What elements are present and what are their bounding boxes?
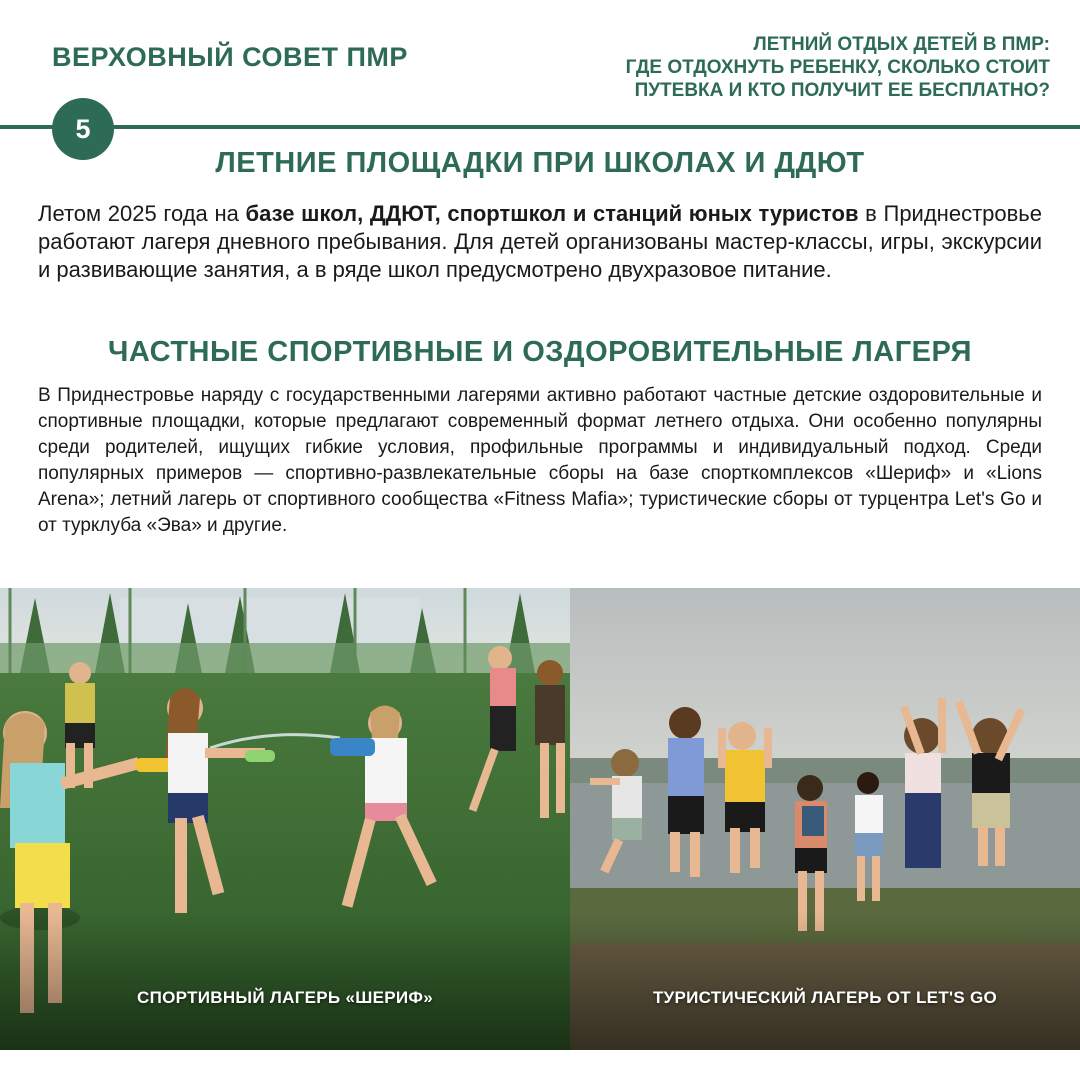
topic-line: ПУТЕВКА И КТО ПОЛУЧИТ ЕЕ БЕСПЛАТНО? [634, 80, 1050, 101]
photo-caption: ТУРИСТИЧЕСКИЙ ЛАГЕРЬ ОТ LET'S GO [652, 988, 998, 1007]
slide-number-badge: 5 [52, 98, 114, 160]
section2-text: В Приднестровье наряду с государственными лагерями активно работают частные детские оздоровительные и спортивные площадки, которые предлагают современный формат летнего отдыха. Они особенно популярны среди родителей, ищущих гибкие условия, профильные программы и индивидуальный подход. Среди популярных примеров — спортивно-развлекательные сборы на базе спорткомплексов «Шериф» и «Lions Arena»; летний лагерь от спортивного сообщества «Fitness Mafia»; туристические сборы от турцентра Let's Go и от турклуба «Эва» и другие. [38, 385, 1042, 536]
brand-title: ВЕРХОВНЫЙ СОВЕТ ПМР [52, 42, 408, 72]
topic-line: ЛЕТНИЙ ОТДЫХ ДЕТЕЙ В ПМР: [753, 34, 1050, 55]
sheriff-camp-photo [0, 588, 570, 1050]
header-divider [0, 125, 1080, 129]
section1-title: ЛЕТНИЕ ПЛОЩАДКИ ПРИ ШКОЛАХ И ДДЮТ [215, 147, 865, 179]
section1-text [38, 200, 1042, 284]
section1-text-bold: базе школ, ДДЮТ, спортшкол и станций юных туристов [245, 201, 859, 226]
topic-line: ГДЕ ОТДОХНУТЬ РЕБЕНКУ, СКОЛЬКО СТОИТ [625, 57, 1050, 78]
photo-caption: СПОРТИВНЫЙ ЛАГЕРЬ «ШЕРИФ» [137, 988, 433, 1007]
letsgo-camp-photo [570, 588, 1080, 1050]
section1-text-start: Летом 2025 года на [38, 201, 246, 226]
topic-title [450, 33, 1050, 102]
section2-title: ЧАСТНЫЕ СПОРТИВНЫЕ И ОЗДОРОВИТЕЛЬНЫЕ ЛАГЕРЯ [108, 336, 972, 368]
section1-text-end: в Приднестровье работают лагеря дневного пребывания. Для детей организованы мастер-классы, игры, экскурсии и развивающие занятия, а в ряде школ предусмотрено двухразовое питание. [38, 201, 1042, 282]
footer-band [0, 1050, 1080, 1080]
